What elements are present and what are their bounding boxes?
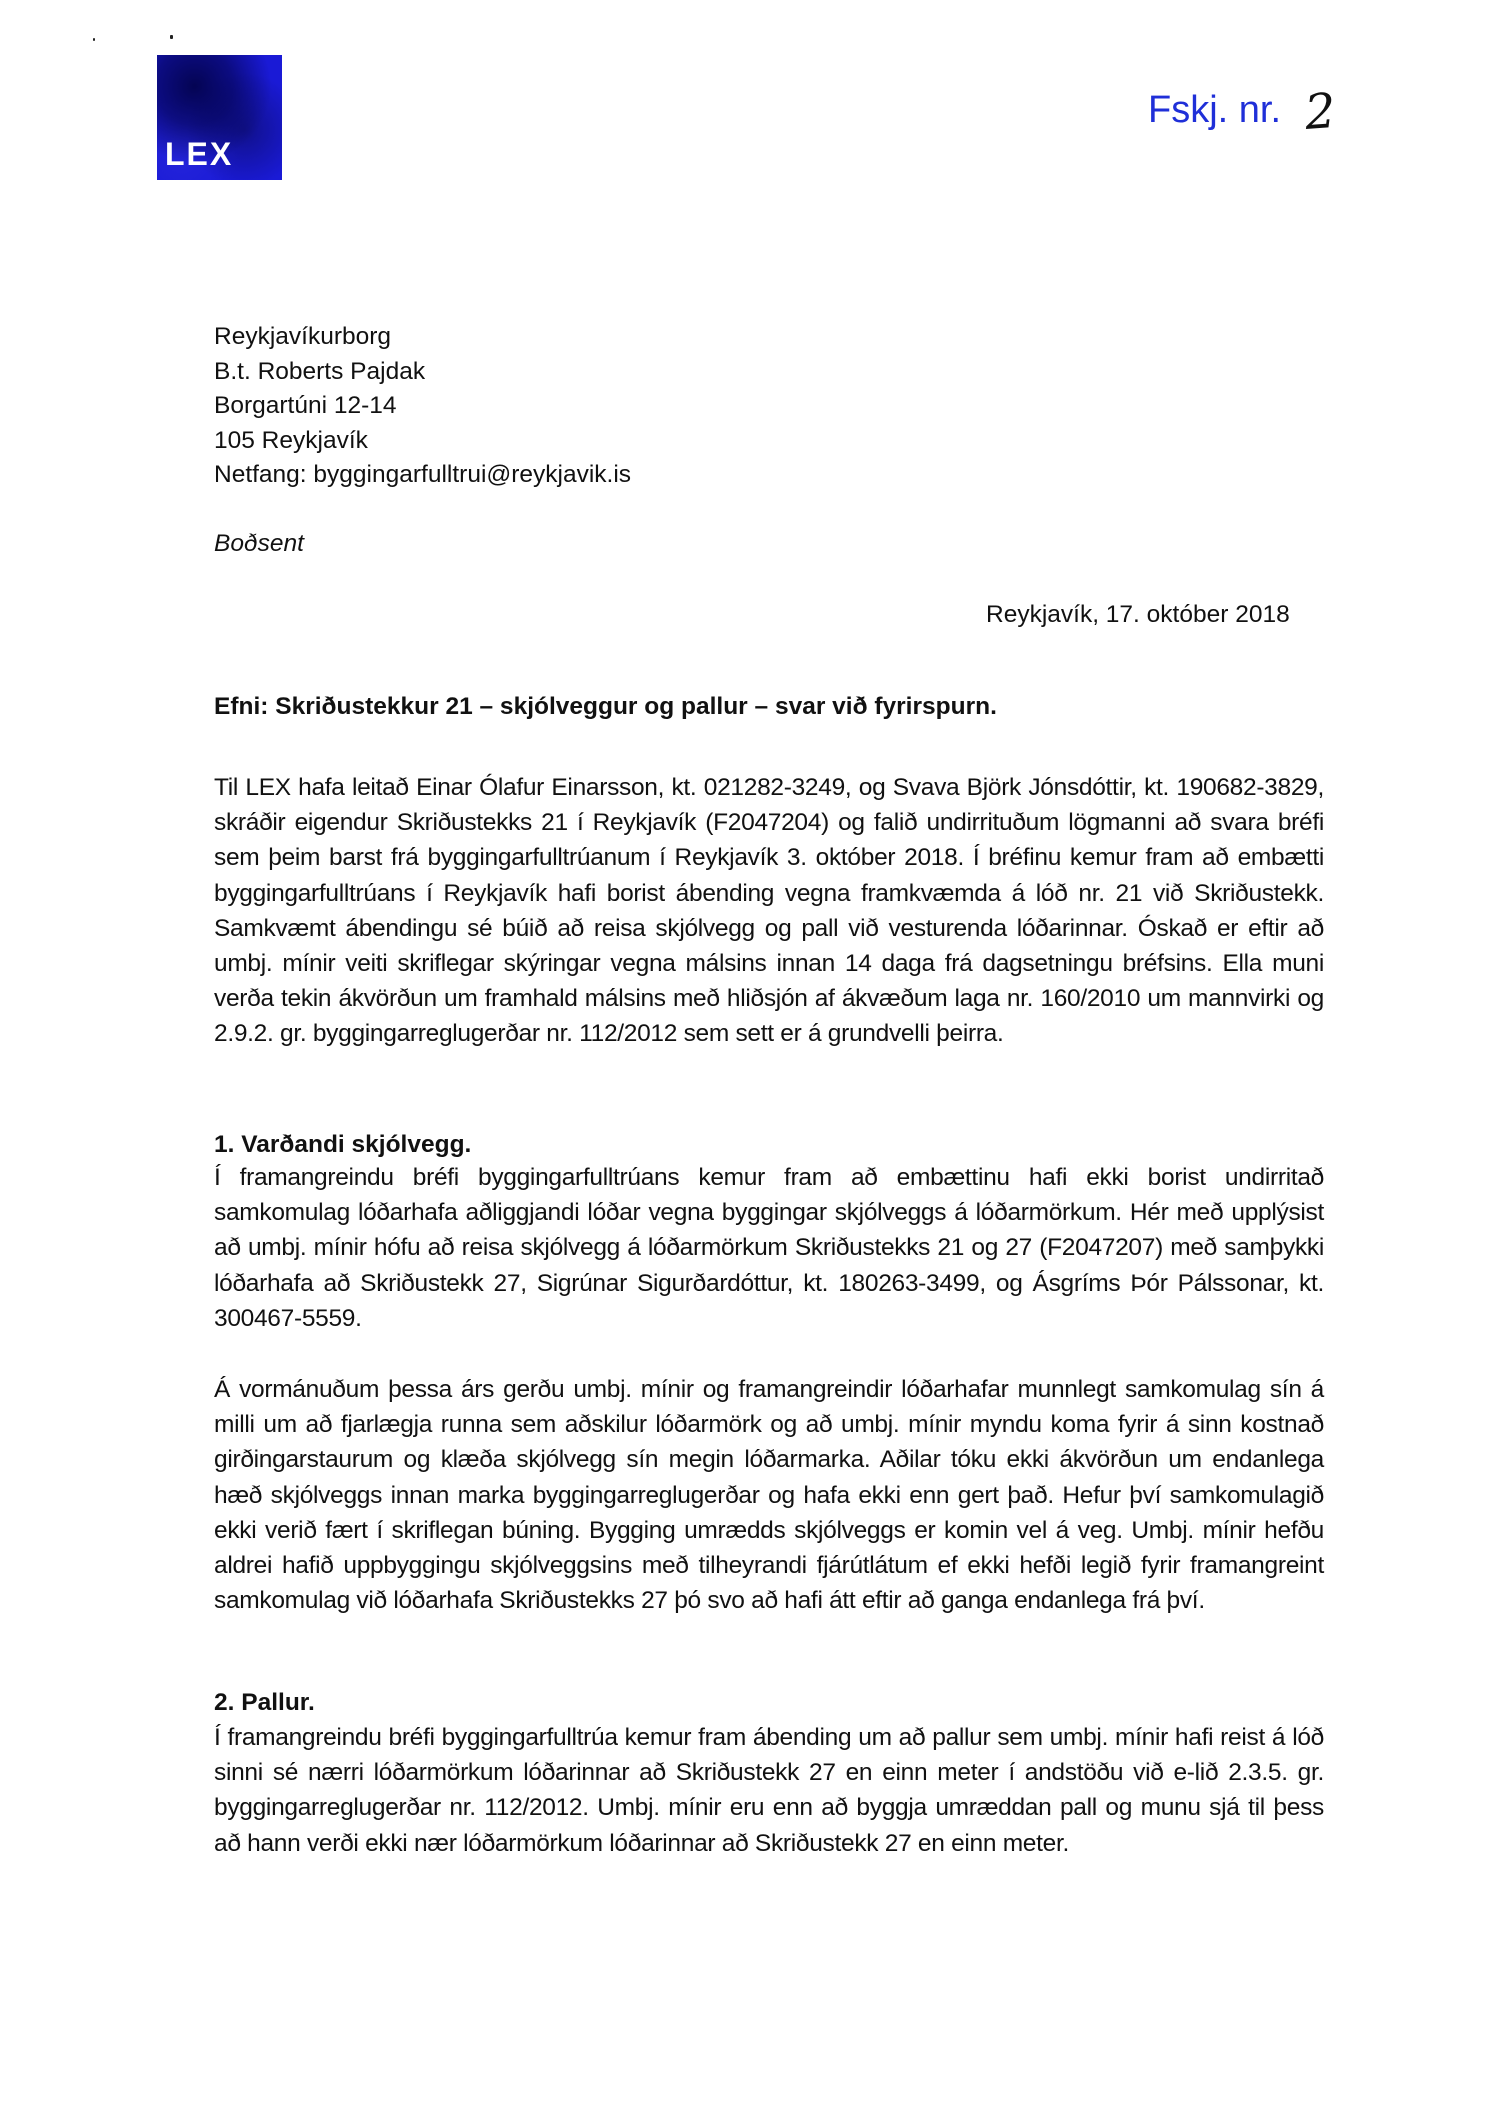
scan-speck <box>93 38 95 41</box>
section-heading-deck: 2. Pallur. <box>214 1689 315 1716</box>
recipient-attention: B.t. Roberts Pajdak <box>214 357 426 385</box>
enclosure-stamp <box>1148 82 1338 141</box>
section-paragraph: Í framangreindu bréfi byggingarfulltrúans kemur fram að embættinu hafi ekki borist undirritað samkomulag lóðarhafa aðliggjandi lóðar vegna byggingar skjólveggs á lóðarmörkum. Hér með upplýsist að umbj. mínir hófu að reisa skjólvegg á lóðarmörkum Skriðustekks 21 og 27 (F2047207) með samþykki lóðarhafa að Skriðustekk 27, Sigrúnar Sigurðardóttur, kt. 180263-3499, og Ásgríms Þór Pálssonar, kt. 300467-5559. <box>214 1164 1324 1332</box>
enclosure-number: 2 <box>1303 83 1338 141</box>
recipient-street: Borgartúni 12-14 <box>214 392 397 419</box>
scan-speck <box>170 35 173 39</box>
lex-logo <box>157 55 282 180</box>
recipient-organization: Reykjavíkurborg <box>214 323 392 350</box>
logo-text: LEX <box>165 136 234 172</box>
intro-paragraph: Til LEX hafa leitað Einar Ólafur Einarsson, kt. 021282-3249, og Svava Björk Jónsdóttir, kt. 190682-3829, skráðir eigendur Skriðustekks 21 í Reykjavík (F2047204) og falið undirrituðum lögmanni að svara bréfi sem þeim barst frá byggingarfulltrúanum í Reykjavík 3. október 2018. Í bréfinu kemur fram að embætti byggingarfulltrúans í Reykjavík hafi borist ábending vegna framkvæmda á lóð nr. 21 við Skriðustekk. Samkvæmt ábendingu sé búið að reisa skjólvegg og pall við vesturenda lóðarinnar. Óskað er eftir að umbj. mínir veiti skriflegar skýringar vegna málsins innan 14 daga frá dagsetningu bréfsins. Ella muni verða tekin ákvörðun um framhald málsins með hliðsjón af ákvæðum laga nr. 160/2010 um mannvirki og 2.9.2. gr. byggingarreglugerðar nr. 112/2012 sem sett er á grundvelli þeirra. <box>214 774 1324 1048</box>
dateline: Reykjavík, 17. október 2018 <box>986 601 1290 628</box>
enclosure-label: Fskj. nr. <box>1148 89 1282 131</box>
section-paragraph: Á vormánuðum þessa árs gerðu umbj. mínir og framangreindir lóðarhafar munnlegt samkomulag sín á milli um að fjarlægja runna sem aðskilur lóðarmörk og að umbj. mínir myndu koma fyrir á sinn kostnað girðingarstaurum og klæða skjólvegg sín megin lóðarmarka. Aðilar tóku ekki ákvörðun um endanlega hæð skjólveggs innan marka byggingarreglugerðar og hafa ekki enn gert það. Hefur því samkomulagið ekki verið fært í skriflegan búning. Bygging umrædds skjólveggs er komin vel á veg. Umbj. mínir hefðu aldrei hafið uppbyggingu skjólveggsins með tilheyrandi fjárútlátum ef ekki hefði legið fyrir framangreint samkomulag við lóðarhafa Skriðustekks 27 þó svo að hafi átt eftir að ganga endanlega frá því. <box>214 1376 1324 1615</box>
recipient-email: Netfang: byggingarfulltrui@reykjavik.is <box>214 461 632 488</box>
delivery-method: Boðsent <box>214 530 304 557</box>
section-paragraph: Í framangreindu bréfi byggingarfulltrúa kemur fram ábending um að pallur sem umbj. mínir hafi reist á lóð sinni sé nærri lóðarmörkum lóðarinnar að Skriðustekk 27 en einn meter í andstöðu við e-lið 2.3.5. gr. byggingarreglugerðar nr. 112/2012. Umbj. mínir eru enn að byggja umræddan pall og munu sjá til þess að hann verði ekki nær lóðarmörkum lóðarinnar að Skriðustekk 27 en einn meter. <box>214 1724 1324 1857</box>
section-heading-windbreak: 1. Varðandi skjólvegg. <box>214 1131 472 1158</box>
recipient-address <box>214 320 631 493</box>
subject-line: Efni: Skriðustekkur 21 – skjólveggur og pallur – svar við fyrirspurn. <box>214 693 997 720</box>
recipient-city: 105 Reykjavík <box>214 426 368 454</box>
